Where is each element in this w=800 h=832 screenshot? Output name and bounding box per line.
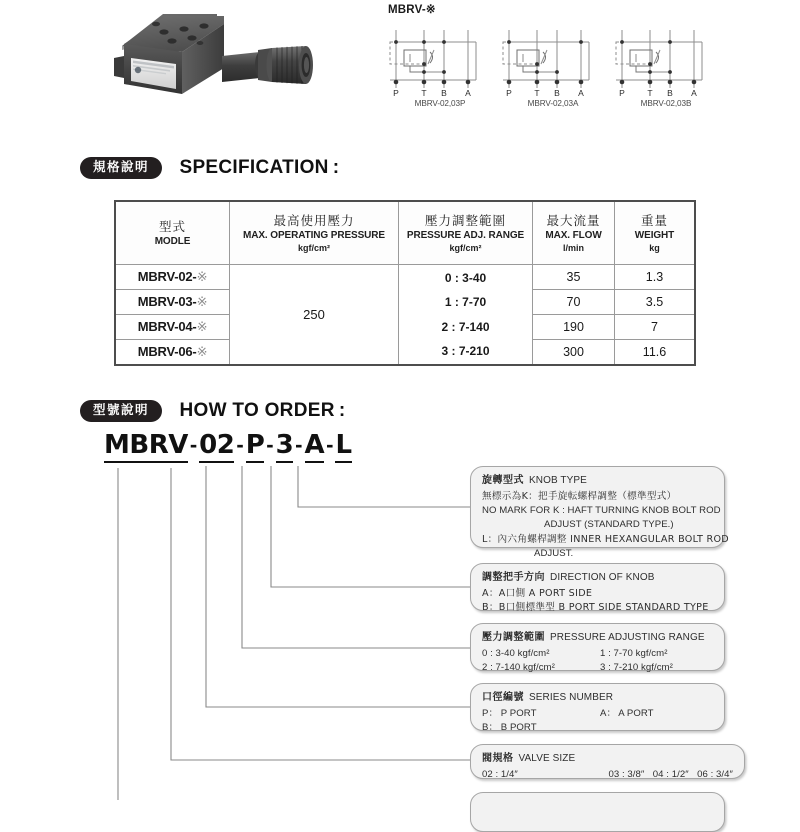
svg-text:A: A [465,88,471,98]
callout-line: ADJUST. [534,548,574,560]
callout-value: 02 : 1/4″ [482,768,518,780]
cell-model: MBRV-02-※ [115,265,230,290]
svg-text:T: T [534,88,540,98]
callout-valve-size [470,744,745,779]
code-dash: - [236,432,244,457]
callout-heading: 口徑編號 SERIES NUMBER [482,692,614,703]
col-header-model: 型式 MODLE [115,201,230,265]
callout-series-number [470,683,725,731]
cell-max-flow: 35 [533,265,615,290]
callout-value: 1 : 7-70 kgf/cm² [600,647,668,659]
code-dash: - [326,432,334,457]
code-dash: - [189,432,198,457]
leader-series-number [206,466,470,707]
leader-knob-type [298,466,470,507]
cell-model: MBRV-06-※ [115,340,230,366]
cell-model: MBRV-04-※ [115,315,230,340]
code-segment-knob-direction: A [305,432,325,463]
code-segment-valve-size: 02 [199,432,234,463]
schematic-caption: MBRV-02,03B [640,99,692,108]
specification-section-header [80,157,339,179]
col-header-pressure-adj-range: 壓力調整範圍 PRESSURE ADJ. RANGE kgf/cm² [399,201,533,265]
schematic-caption: MBRV-02,03P [414,99,466,108]
callout-line [482,707,713,721]
range-line: 0 : 3-40 [444,271,487,286]
product-photo [100,2,325,110]
leader-direction-of-knob [271,466,470,587]
code-segment-pressure-range: 3 [276,432,294,463]
table-row [115,265,695,290]
callout-heading: 旋轉型式 KNOB TYPE [482,475,587,486]
callout-heading: 閥規格 VALVE SIZE [482,753,576,764]
callout-line: B：B口側標準型 B PORT SIDE STANDARD TYPE [482,601,709,613]
code-segment-series: MBRV [104,432,188,463]
svg-text:B: B [554,88,560,98]
callout-line: NO MARK FOR K : HAFT TURNING KNOB BOLT ROD [482,504,721,516]
callout-value: 3 : 7-210 kgf/cm² [600,661,673,673]
cell-max-operating-pressure: 250 [230,265,399,366]
leader-pressure-range [242,466,470,648]
col-header-max-flow: 最大流量 MAX. FLOW l/min [533,201,615,265]
leader-valve-size [171,468,470,760]
schematic-diagram-b [614,26,718,98]
cell-model: MBRV-03-※ [115,290,230,315]
callout-value: A： A PORT [600,707,654,719]
cell-max-flow: 300 [533,340,615,366]
svg-text:B: B [667,88,673,98]
callout-heading: 壓力調整範圍 PRESSURE ADJUSTING RANGE [482,632,705,643]
order-code [104,432,352,466]
code-dash: - [295,432,303,457]
callout-value: 0 : 3-40 kgf/cm² [482,647,550,659]
schematic-area [388,0,718,115]
svg-text:T: T [421,88,427,98]
schematic-title: MBRV-※ [388,4,436,16]
how-to-order-section-header [80,400,345,422]
svg-text:P: P [619,88,625,98]
callout-value: 2 : 7-140 kgf/cm² [482,661,555,673]
svg-text:P: P [506,88,512,98]
cell-weight: 1.3 [615,265,696,290]
code-dash: - [266,432,274,457]
cell-weight: 7 [615,315,696,340]
range-line: 1 : 7-70 [444,295,487,310]
specification-badge: 規格說明 [80,157,162,178]
callout-line: A：A口側 A PORT SIDE [482,587,593,599]
table-header-row [115,201,695,265]
col-header-max-operating-pressure: 最高使用壓力 MAX. OPERATING PRESSURE kgf/cm² [230,201,399,265]
callout-line [482,661,713,675]
svg-text:P: P [393,88,399,98]
callout-partial-bottom [470,792,725,832]
callout-knob-type [470,466,729,560]
callout-line: 無標示為K：把手旋転螺桿調整（標準型式） [482,490,677,502]
callout-value: P： P PORT [482,707,537,719]
callout-line [482,768,733,782]
callout-line: ADJUST (STANDARD TYPE.) [544,519,674,531]
cell-weight: 3.5 [615,290,696,315]
callout-value: 04 : 1/2″ [652,768,689,780]
callout-direction-of-knob [470,563,725,611]
cell-max-flow: 190 [533,315,615,340]
specification-table [114,200,696,366]
callout-value: 06 : 3/4″ [697,768,733,780]
code-segment-knob-type: L [335,432,351,463]
specification-title: SPECIFICATION : [179,157,340,178]
svg-text:B: B [441,88,447,98]
callout-value: B： B PORT [482,721,537,733]
callout-line [482,647,713,661]
schematic-caption: MBRV-02,03A [527,99,579,108]
cell-max-flow: 70 [533,290,615,315]
how-to-order-badge: 型號說明 [80,400,162,421]
callout-heading: 調整把手方向 DIRECTION OF KNOB [482,572,655,583]
schematic-diagram-p [388,26,492,98]
schematic-diagram-a [501,26,605,98]
callout-pressure-adjusting-range [470,623,725,671]
col-header-weight: 重量 WEIGHT kg [615,201,696,265]
how-to-order-title: HOW TO ORDER : [179,400,346,421]
range-line: 2 : 7-140 [441,319,490,334]
svg-text:A: A [691,88,697,98]
callout-value: 03 : 3/8″ [608,768,645,780]
cell-pressure-adj-range [399,265,533,366]
range-line: 3 : 7-210 [441,343,490,358]
cell-weight: 11.6 [615,340,696,366]
callout-line [482,721,713,735]
svg-text:A: A [578,88,584,98]
callout-line: L：內六角螺桿調整 INNER HEXANGULAR BOLT ROD [482,533,729,545]
code-segment-series-number: P [246,432,265,463]
svg-text:T: T [647,88,653,98]
